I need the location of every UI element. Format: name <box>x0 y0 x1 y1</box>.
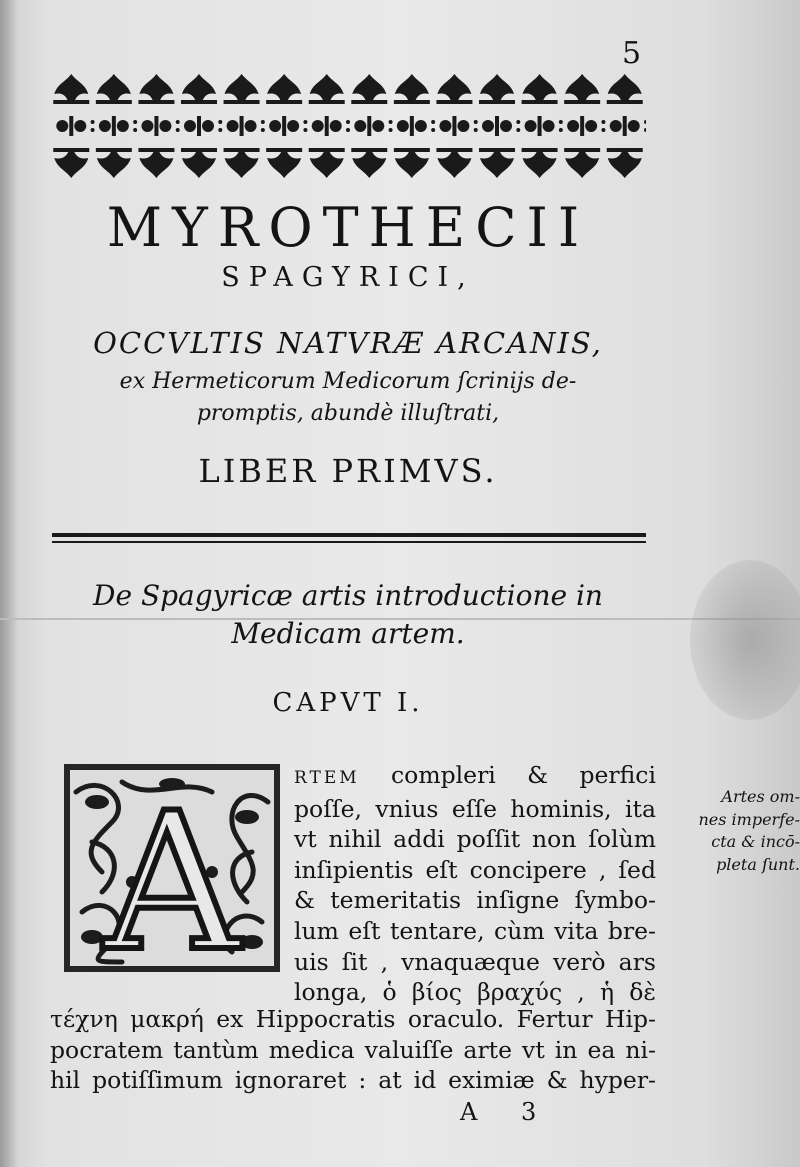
margin-note-line: nes imperfe- <box>698 809 800 829</box>
first-paragraph-block <box>294 760 656 1008</box>
chapter-heading-line: De Spagyricæ artis introductione in <box>93 579 603 612</box>
margin-note <box>660 786 800 876</box>
text-line: τέχνη μακρή ex Hippocratis oraculo. Fertur Hip- <box>50 1005 656 1033</box>
book-label: LIBER PRIMVS. <box>198 452 498 490</box>
margin-note-line: cta & incō- <box>711 832 800 851</box>
page-number: 5 <box>622 36 642 71</box>
book-title: MYROTHECII <box>106 196 590 259</box>
book-subtitle: SPAGYRICI, <box>221 262 475 293</box>
text-fragment: compleri & perfici <box>359 761 656 789</box>
margin-note-line: pleta ſunt. <box>716 854 800 874</box>
continued-paragraph <box>50 1004 656 1096</box>
signature-mark: A 3 <box>460 1098 555 1126</box>
text-line: hil potiſſimum ignoraret : at id eximiæ & hyper- <box>50 1066 656 1095</box>
thin-rule <box>52 541 646 543</box>
text-line: lum eſt tentare, cùm vita bre- <box>294 916 656 945</box>
margin-note-line: Artes om- <box>721 787 800 806</box>
text-line <box>294 760 656 794</box>
text-line: longa, ὁ βίος βραχύς , ἡ δὲ <box>294 978 656 1007</box>
text-line: pocratem tantùm medica valuiſſe arte vt in ea ni- <box>50 1035 656 1064</box>
page-shadow <box>0 0 18 1167</box>
italic-heading: OCCVLTIS NATVRÆ ARCANIS, <box>93 326 603 360</box>
first-word: RTEM <box>294 768 360 788</box>
text-line: inſipientis eſt concipere , ſed <box>294 855 656 884</box>
subheading-line: ex Hermeticorum Medicorum ſcrinijs de- <box>119 369 577 394</box>
caput-label: CAPVT I. <box>272 688 424 718</box>
text-line: poſſe, vnius eſſe hominis, ita <box>294 794 656 823</box>
subheading-line: promptis, abundè illuſtrati, <box>196 401 500 426</box>
text-line: & temeritatis inſigne ſymbo- <box>294 886 656 915</box>
drop-cap-letter: A <box>103 772 241 974</box>
text-line: vt nihil addi poſſit non ſolùm <box>294 825 656 854</box>
text-line: uis ſit , vnaquæque verò ars <box>294 947 656 976</box>
subheading <box>50 366 646 430</box>
decorated-initial <box>62 762 282 974</box>
chapter-heading <box>60 577 636 653</box>
paper-stain <box>690 560 800 720</box>
heavy-rule <box>52 533 646 537</box>
ornamental-headpiece <box>50 70 646 182</box>
chapter-heading-line: Medicam artem. <box>231 617 465 650</box>
